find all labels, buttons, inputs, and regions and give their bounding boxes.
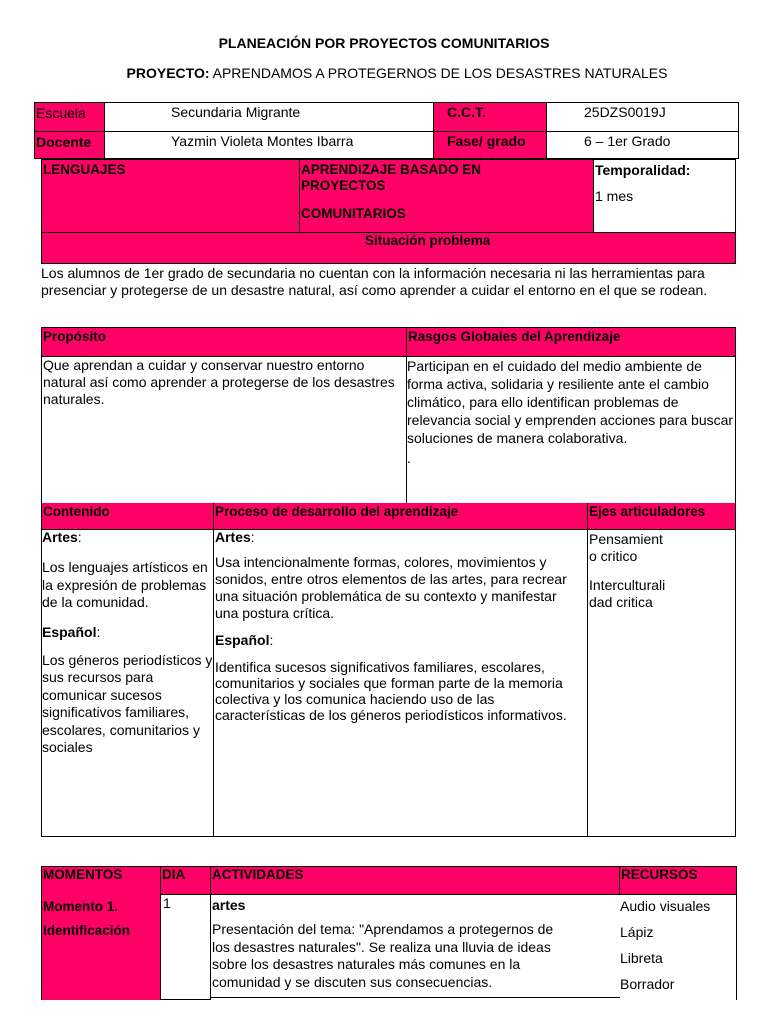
contenido-body <box>41 529 214 837</box>
recursos-header <box>619 866 737 895</box>
abp-cell <box>299 159 594 233</box>
dia-header <box>160 866 211 895</box>
abp-line-2: PROYECTOS <box>301 178 386 193</box>
contenido-content <box>42 529 214 757</box>
recurso-item: Audio visuales <box>620 898 711 914</box>
recurso-item: Lápiz <box>620 924 654 940</box>
escuela-value: Secundaria Migrante <box>171 104 301 120</box>
actividad-texto: Presentación del tema: "Aprendamos a protegernos de los desastres naturales". Se realiza una lluvia de ideas sobre los desastres naturales más comunes en la comunidad y se discuten sus consecuencias. <box>212 921 554 990</box>
rasgos-text: Participan en el cuidado del medio ambiente de forma activa, solidaria y resiliente ante el cambio climático, para ello identifican problemas de relevancia social y emprenden acciones para buscar soluciones de manera colaborativa. <box>407 358 734 446</box>
contenido-artes-label: Artes: <box>42 529 82 545</box>
cct-label-cell <box>433 102 547 132</box>
situacion-header <box>41 232 736 264</box>
proposito-body <box>41 356 407 504</box>
cct-value: 25DZS0019J <box>584 104 666 120</box>
docente-value: Yazmin Violeta Montes Ibarra <box>171 133 354 149</box>
ejes-item-pensamiento: Pensamient o critico <box>589 531 663 564</box>
actividades-label: ACTIVIDADES <box>212 867 304 882</box>
fase-value-cell <box>546 131 739 159</box>
contenido-espanol-label: Español: <box>42 623 101 640</box>
abp-line-1: APRENDIZAJE BASADO EN <box>301 162 482 177</box>
proceso-label: Proceso de desarrollo del aprendizaje <box>215 504 459 519</box>
contenido-espanol-text: Los géneros periodísticos y sus recursos para comunicar sucesos significativos familiares, escolares, comunitarios y sociales <box>42 651 213 755</box>
proposito-text: Que aprendan a cuidar y conservar nuestro entorno natural así como aprender a protegerse de los desastres naturales. <box>43 357 395 407</box>
ejes-header <box>587 503 736 530</box>
proposito-header <box>41 327 407 357</box>
cct-label: C.C.T. <box>447 104 486 120</box>
docente-label-cell <box>34 131 105 159</box>
ejes-label: Ejes articuladores <box>589 504 706 519</box>
momento-label: Momento 1. Identificación <box>43 899 131 938</box>
recurso-item: Borrador <box>620 976 675 992</box>
proceso-header <box>213 503 588 530</box>
project-heading <box>0 65 768 81</box>
temporalidad-value: 1 mes <box>595 188 634 204</box>
recursos-label: RECURSOS <box>621 867 698 882</box>
situacion-label: Situación problema <box>365 233 491 248</box>
contenido-label: Contenido <box>43 504 110 519</box>
abp-label <box>301 162 481 222</box>
recursos-cell <box>619 894 737 1000</box>
temporalidad-cell <box>593 159 736 233</box>
proceso-body <box>213 529 588 837</box>
dia-label: DIA <box>162 867 186 882</box>
actividades-header <box>210 866 620 895</box>
dia-cell <box>160 894 211 1000</box>
proceso-content <box>215 529 581 723</box>
contenido-artes-text: Los lenguajes artísticos en la expresión de problemas de la comunidad. <box>42 559 208 610</box>
rasgos-body <box>406 356 736 504</box>
project-label: PROYECTO: <box>126 65 210 81</box>
momentos-label: MOMENTOS <box>43 867 123 882</box>
lenguajes-cell <box>41 159 300 233</box>
rasgos-label: Rasgos Globales del Aprendizaje <box>408 329 621 344</box>
escuela-value-cell <box>104 102 434 132</box>
ejes-item-interculturalidad: Interculturali dad critica <box>589 577 666 610</box>
abp-line-3: COMUNITARIOS <box>301 206 406 221</box>
rasgos-dot: . <box>407 450 411 466</box>
fase-label: Fase/ grado <box>447 133 526 149</box>
document-title: PLANEACIÓN POR PROYECTOS COMUNITARIOS <box>218 35 550 51</box>
fase-label-cell <box>433 131 547 159</box>
momento-cell <box>41 894 161 1000</box>
contenido-header <box>41 503 214 530</box>
lenguajes-label: LENGUAJES <box>43 162 126 177</box>
proceso-espanol-text: Identifica sucesos significativos familiares, escolares, comunitarios y sociales que forman parte de la memoria colectiva y los comunica haciendo uso de las características de los géneros periodísticos informativos. <box>215 659 567 723</box>
project-name: APRENDAMOS A PROTEGERNOS DE LOS DESASTRES NATURALES <box>212 65 668 81</box>
escuela-label: Escuela <box>36 105 86 121</box>
ejes-body <box>587 529 736 837</box>
cct-value-cell <box>546 102 739 132</box>
recursos-list <box>620 893 710 997</box>
proceso-artes-label: Artes: <box>215 529 255 545</box>
actividad-materia: artes <box>212 897 246 913</box>
proposito-label: Propósito <box>43 329 106 344</box>
momentos-header <box>41 866 161 895</box>
fase-value: 6 – 1er Grado <box>584 133 671 149</box>
escuela-label-cell <box>34 102 105 132</box>
proceso-artes-text: Usa intencionalmente formas, colores, movimientos y sonidos, entre otros elementos de las artes, para recrear una situación problemática de su contexto y manifestar una postura crítica. <box>215 554 567 621</box>
proceso-espanol-label: Español: <box>215 632 274 648</box>
rasgos-header <box>406 327 736 357</box>
docente-label: Docente <box>36 134 92 150</box>
situacion-text: Los alumnos de 1er grado de secundaria no cuentan con la información necesaria ni las herramientas para presenciar y protegerse de un desastre natural, así como aprender a cuidar el entorno en el que se rodean. <box>41 265 708 298</box>
temporalidad-label: Temporalidad: <box>595 162 691 178</box>
recurso-item: Libreta <box>620 950 663 966</box>
actividad-cell <box>210 894 620 998</box>
dia-value: 1 <box>163 895 171 911</box>
docente-value-cell <box>104 131 434 159</box>
